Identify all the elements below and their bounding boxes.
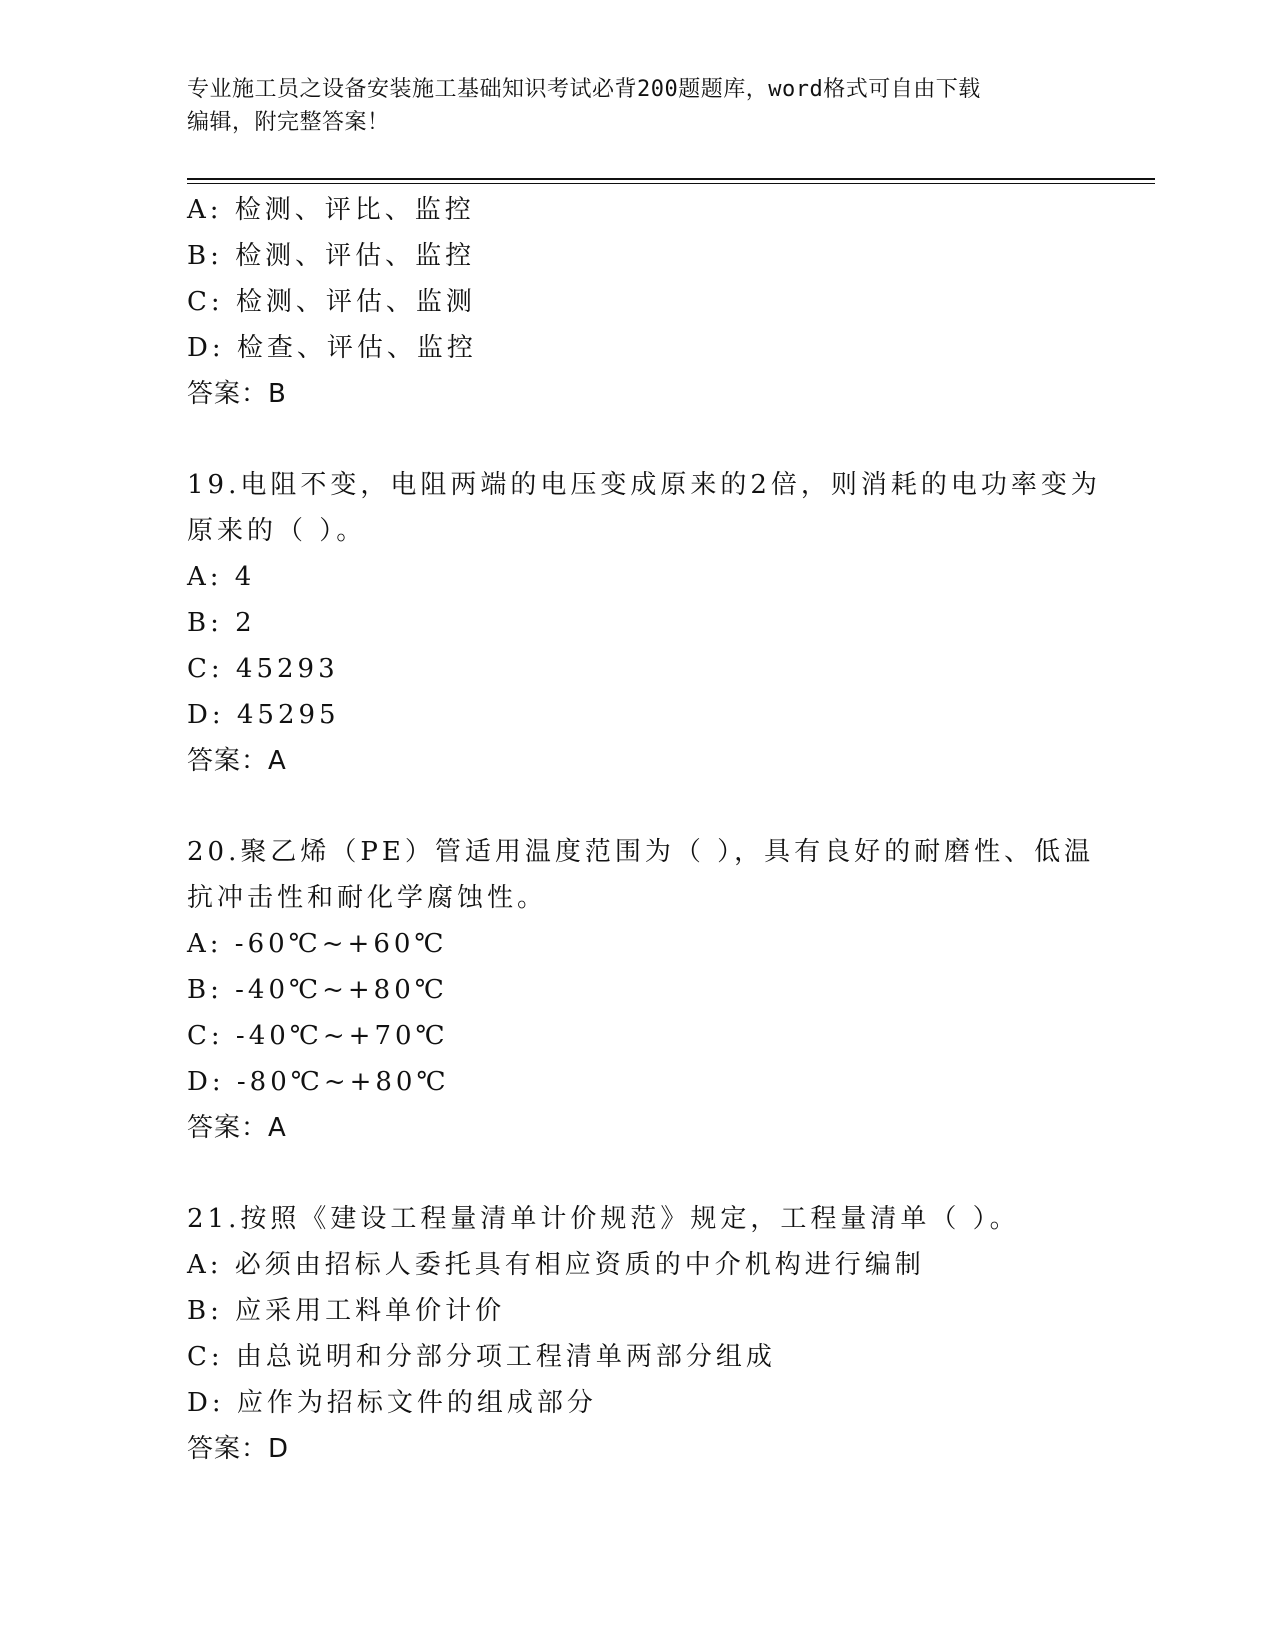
document-header — [187, 73, 1087, 139]
header-title-line-1: 专业施工员之设备安装施工基础知识考试必背200题题库，word格式可自由下载 — [187, 77, 981, 102]
header-divider-thin — [187, 183, 1155, 184]
option-d: D: 45295 — [187, 700, 340, 730]
question-text-line-1: 20.聚乙烯（PE）管适用温度范围为（ ），具有良好的耐磨性、低温 — [187, 837, 1095, 867]
option-b: B: -40℃~+80℃ — [187, 975, 448, 1005]
option-b: B: 检测、评估、监控 — [187, 241, 476, 271]
question-18 — [187, 187, 1087, 417]
option-d: D: 应作为招标文件的组成部分 — [187, 1388, 597, 1418]
question-text-line-1: 19.电阻不变，电阻两端的电压变成原来的2倍，则消耗的电功率变为 — [187, 470, 1101, 500]
question-20 — [187, 829, 1095, 1151]
option-c: C: 45293 — [187, 654, 339, 684]
answer-line: 答案：A — [187, 1113, 287, 1143]
option-a: A: -60℃~+60℃ — [187, 929, 448, 959]
answer-line: 答案：A — [187, 746, 287, 776]
question-list — [187, 187, 1101, 1472]
question-spacer — [187, 417, 1087, 462]
option-a: A: 4 — [187, 562, 256, 592]
question-21 — [187, 1196, 1087, 1472]
option-a: A: 必须由招标人委托具有相应资质的中介机构进行编制 — [187, 1250, 925, 1280]
answer-line: 答案：B — [187, 379, 287, 409]
option-c: C: 由总说明和分部分项工程清单两部分组成 — [187, 1342, 776, 1372]
option-d: D: 检查、评估、监控 — [187, 333, 477, 363]
question-spacer — [187, 1151, 1087, 1196]
question-spacer — [187, 784, 1087, 829]
question-19 — [187, 462, 1101, 784]
option-b: B: 应采用工料单价计价 — [187, 1296, 506, 1326]
header-divider-thick — [187, 178, 1155, 180]
question-text-line-1: 21.按照《建设工程量清单计价规范》规定，工程量清单（ ）。 — [187, 1204, 1020, 1234]
option-c: C: -40℃~+70℃ — [187, 1021, 449, 1051]
answer-line: 答案：D — [187, 1434, 290, 1464]
header-title-line-2: 编辑，附完整答案！ — [187, 110, 390, 135]
option-b: B: 2 — [187, 608, 256, 638]
option-c: C: 检测、评估、监测 — [187, 287, 476, 317]
question-text-line-2: 原来的（ ）。 — [187, 516, 367, 546]
option-d: D: -80℃~+80℃ — [187, 1067, 450, 1097]
option-a: A: 检测、评比、监控 — [187, 195, 475, 225]
question-text-line-2: 抗冲击性和耐化学腐蚀性。 — [187, 883, 548, 913]
